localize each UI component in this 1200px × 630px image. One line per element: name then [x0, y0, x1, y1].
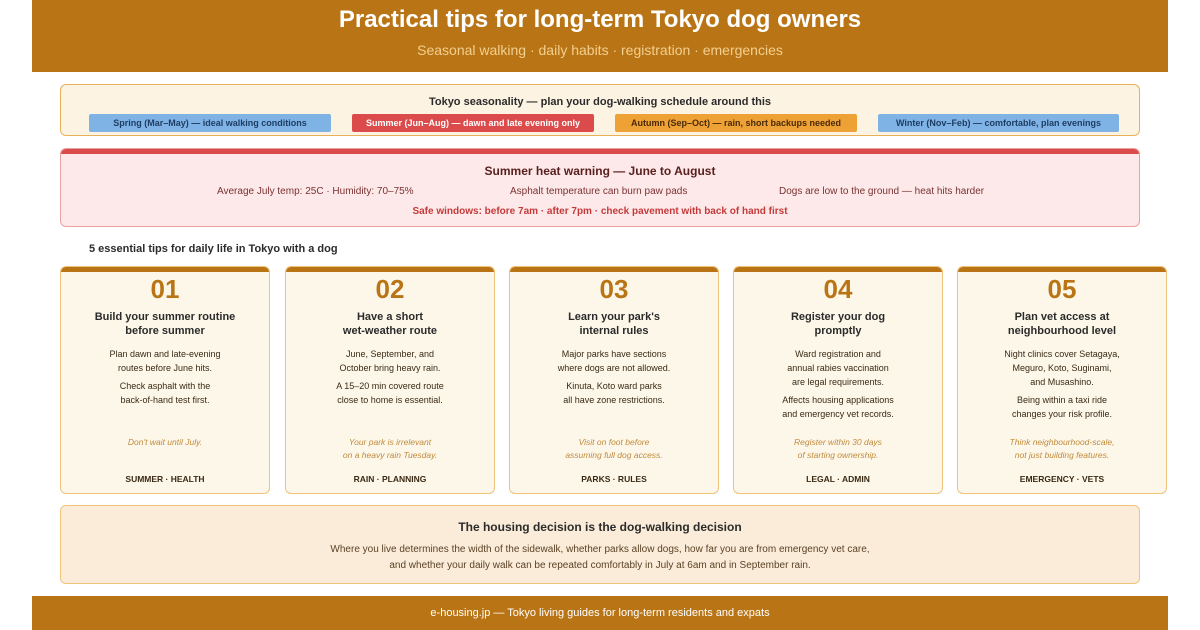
housing-text [61, 542, 1139, 574]
tip-body-line: routes before June hits. [117, 363, 213, 373]
tip-body-line: and Musashino. [1030, 377, 1094, 387]
tip-body-line: October bring heavy rain. [339, 363, 441, 373]
tip-body-line: Affects housing applications [782, 395, 894, 405]
season-pill-winter: Winter (Nov–Feb) — comfortable, plan evenings [878, 114, 1119, 132]
tip-body [61, 347, 269, 411]
tip-title-line: before summer [125, 325, 205, 337]
housing-text-line: Where you live determines the width of the sidewalk, whether parks allow dogs, how far you are from emergency vet care, [330, 544, 870, 555]
tip-body-line: all have zone restrictions. [563, 395, 665, 405]
season-pill-summer: Summer (Jun–Aug) — dawn and late evening only [352, 114, 594, 132]
tip-title-line: Have a short [356, 311, 424, 323]
tip-paragraph [510, 347, 718, 375]
tip-body [734, 347, 942, 425]
housing-title: The housing decision is the dog-walking decision [458, 520, 742, 534]
tip-card-accent-bar [510, 267, 718, 272]
tip-tags: LEGAL · ADMIN [806, 474, 870, 484]
tip-body-line: Plan dawn and late-evening [109, 349, 221, 359]
tip-paragraph [61, 379, 269, 407]
heat-safe-windows: Safe windows: before 7am · after 7pm · check pavement with back of hand first [412, 206, 788, 217]
tip-title-line: neighbourhood level [1007, 325, 1117, 337]
tip-body-line: A 15–20 min covered route [336, 381, 444, 391]
footer-banner [32, 596, 1168, 630]
page-title: Practical tips for long-term Tokyo dog owners [338, 6, 862, 33]
tip-body-line: close to home is essential. [337, 395, 443, 405]
tip-paragraph [286, 347, 494, 375]
header-banner [32, 0, 1168, 72]
seasonality-title: Tokyo seasonality — plan your dog-walking schedule around this [428, 96, 772, 108]
tip-title-line: internal rules [579, 325, 649, 337]
tip-body-line: Major parks have sections [561, 349, 667, 359]
tip-body-line: back-of-hand test first. [120, 395, 210, 405]
tip-card [60, 266, 270, 494]
tip-paragraph [734, 347, 942, 389]
tip-note-line: Visit on foot before [578, 437, 650, 447]
heat-fact-dogs: Dogs are low to the ground — heat hits harder [779, 186, 985, 197]
tip-card [285, 266, 495, 494]
season-pill-spring: Spring (Mar–May) — ideal walking conditions [89, 114, 331, 132]
tip-body-line: are legal requirements. [791, 377, 885, 387]
tip-title [734, 310, 942, 338]
tip-card [509, 266, 719, 494]
tip-title-line: wet-weather route [342, 325, 438, 337]
tip-title-line: Plan vet access at [1014, 311, 1110, 323]
tip-body [510, 347, 718, 411]
tip-tags: RAIN · PLANNING [353, 474, 427, 484]
tip-paragraph [286, 379, 494, 407]
tip-number: 03 [599, 274, 629, 304]
seasonality-panel [60, 84, 1140, 136]
tip-body-line: Meguro, Koto, Suginami, [1012, 363, 1112, 373]
heat-fact-asphalt: Asphalt temperature can burn paw pads [510, 186, 688, 197]
tip-note-line: of starting ownership. [797, 450, 879, 460]
tip-title-line: Build your summer routine [94, 311, 236, 323]
tip-body-line: Ward registration and [795, 349, 881, 359]
tip-note [734, 436, 942, 462]
tip-paragraph [61, 347, 269, 375]
tip-paragraph [734, 393, 942, 421]
tip-card-accent-bar [61, 267, 269, 272]
tip-body-line: annual rabies vaccination [787, 363, 889, 373]
heat-warning-panel [60, 148, 1140, 227]
tip-title [61, 310, 269, 338]
tip-note-line: Don't wait until July. [127, 437, 203, 447]
housing-text-line: and whether your daily walk can be repeated comfortably in July at 6am and in September rain. [389, 560, 811, 571]
heat-warning-title: Summer heat warning — June to August [484, 164, 716, 178]
tip-body-line: Night clinics cover Setagaya, [1004, 349, 1120, 359]
tip-body-line: and emergency vet records. [782, 409, 894, 419]
tip-paragraph [958, 393, 1166, 421]
tip-body-line: where dogs are not allowed. [557, 363, 671, 373]
tip-note-line: on a heavy rain Tuesday. [342, 450, 438, 460]
tip-note [61, 436, 269, 449]
tip-number: 02 [375, 274, 405, 304]
tip-body [286, 347, 494, 411]
tip-note-line: Register within 30 days [794, 437, 882, 447]
tip-body-line: changes your risk profile. [1011, 409, 1113, 419]
tip-number: 04 [823, 274, 853, 304]
tip-body-line: Check asphalt with the [119, 381, 211, 391]
housing-panel [60, 505, 1140, 584]
heat-fact-temperature: Average July temp: 25C · Humidity: 70–75% [217, 186, 414, 197]
tip-note-line: Think neighbourhood-scale, [1009, 437, 1115, 447]
tip-card [733, 266, 943, 494]
tip-card [957, 266, 1167, 494]
tip-tags: PARKS · RULES [581, 474, 647, 484]
tip-note-line: not just building features. [1014, 450, 1110, 460]
tip-title [510, 310, 718, 338]
tip-tags: EMERGENCY · VETS [1019, 474, 1105, 484]
tip-note [286, 436, 494, 462]
tip-body-line: Kinuta, Koto ward parks [566, 381, 662, 391]
tip-number: 01 [150, 274, 180, 304]
tip-title [958, 310, 1166, 338]
tip-title [286, 310, 494, 338]
tip-title-line: promptly [814, 325, 862, 337]
tips-section-title: 5 essential tips for daily life in Tokyo with a dog [89, 243, 338, 255]
tip-title-line: Learn your park's [568, 311, 660, 323]
tip-note [510, 436, 718, 462]
tip-paragraph [510, 379, 718, 407]
tip-title-line: Register your dog [790, 311, 886, 323]
tip-body-line: June, September, and [345, 349, 435, 359]
tip-body [958, 347, 1166, 425]
tip-card-accent-bar [286, 267, 494, 272]
tip-number: 05 [1047, 274, 1077, 304]
tip-note-line: assuming full dog access. [565, 450, 663, 460]
season-pill-autumn: Autumn (Sep–Oct) — rain, short backups needed [615, 114, 857, 132]
tip-note-line: Your park is irrelevant [348, 437, 432, 447]
footer-text: e-housing.jp — Tokyo living guides for long-term residents and expats [430, 607, 770, 619]
tip-card-accent-bar [958, 267, 1166, 272]
tip-paragraph [958, 347, 1166, 389]
heat-warning-accent-bar [61, 149, 1139, 154]
page-subtitle: Seasonal walking · daily habits · registration · emergencies [417, 42, 783, 58]
tip-note [958, 436, 1166, 462]
tip-body-line: Being within a taxi ride [1016, 395, 1108, 405]
tip-card-accent-bar [734, 267, 942, 272]
tip-tags: SUMMER · HEALTH [125, 474, 205, 484]
